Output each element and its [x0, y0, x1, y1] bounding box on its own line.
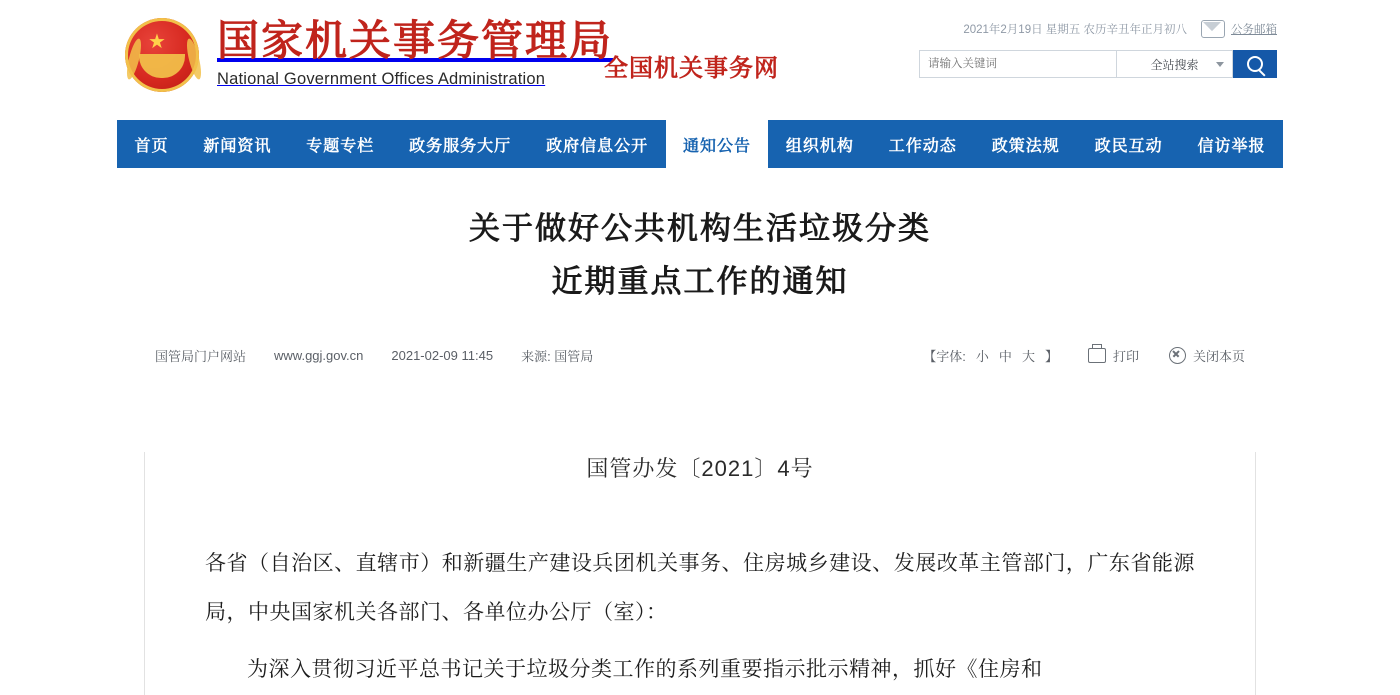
- site-search-bar: [797, 50, 1277, 80]
- article-meta-right: [923, 346, 1245, 365]
- official-mail-link[interactable]: [1201, 20, 1277, 38]
- font-size-medium-button[interactable]: 中: [998, 348, 1012, 364]
- site-title-en: National Government Offices Administration: [217, 70, 546, 88]
- nav-item-8[interactable]: 政策法规: [991, 137, 1060, 155]
- font-size-suffix: 】: [1044, 348, 1058, 364]
- font-size-small-button[interactable]: 小: [975, 348, 989, 364]
- close-page-label: 关闭本页: [1192, 348, 1245, 364]
- search-input[interactable]: [919, 50, 1117, 78]
- font-size-controls: [923, 346, 1058, 365]
- chevron-down-icon: [1216, 62, 1224, 67]
- right-gutter: [1283, 0, 1400, 695]
- font-size-large-button[interactable]: 大: [1021, 348, 1035, 364]
- article-paragraph-2: 为深入贯彻习近平总书记关于垃圾分类工作的系列重要指示批示精神，抓好《住房和: [247, 658, 1043, 681]
- header-utility-area: [797, 18, 1277, 80]
- nav-item-4[interactable]: 政府信息公开: [546, 137, 649, 155]
- article-meta-left: [155, 346, 593, 365]
- search-icon: [1247, 56, 1263, 72]
- meta-source-site: 国管局门户网站: [155, 348, 247, 364]
- page-title-line2: 近期重点工作的通知: [551, 264, 849, 299]
- meta-domain: www.ggj.gov.cn: [274, 347, 364, 363]
- search-scope-select[interactable]: [1117, 50, 1233, 78]
- nav-item-6[interactable]: 组织机构: [785, 137, 854, 155]
- nav-item-0[interactable]: 首页: [134, 137, 169, 155]
- nav-item-10[interactable]: 信访举报: [1197, 137, 1266, 155]
- nav-item-9[interactable]: 政民互动: [1094, 137, 1163, 155]
- font-size-prefix: 【字体:: [923, 348, 966, 364]
- document-number: 国管办发〔2021〕4号: [586, 456, 814, 481]
- official-mail-label: 公务邮箱: [1231, 24, 1277, 36]
- nav-item-5-active[interactable]: 通知公告: [666, 120, 769, 168]
- site-logo-link[interactable]: [217, 18, 613, 89]
- site-subtitle: 全国机关事务网: [604, 56, 779, 82]
- main-navigation: [117, 120, 1283, 168]
- article-paragraph-1: 各省（自治区、直辖市）和新疆生产建设兵团机关事务、住房城乡建设、发展改革主管部门，广东省能源局，中央国家机关各部门、各单位办公厅（室）：: [205, 552, 1195, 624]
- site-title-cn: 国家机关事务管理局: [217, 19, 614, 65]
- article-meta-bar: [155, 340, 1245, 370]
- site-content: [117, 0, 1283, 695]
- print-button[interactable]: [1088, 346, 1139, 365]
- header-dateline-row: [797, 18, 1277, 40]
- nav-item-1[interactable]: 新闻资讯: [203, 137, 272, 155]
- printer-icon: [1088, 348, 1106, 363]
- article: [117, 168, 1283, 695]
- mail-icon: [1201, 20, 1225, 38]
- search-scope-label: 全站搜索: [1150, 57, 1199, 72]
- meta-publish-time: 2021-02-09 11:45: [391, 347, 494, 363]
- nav-item-2[interactable]: 专题专栏: [306, 137, 375, 155]
- search-button[interactable]: [1233, 50, 1277, 78]
- nav-item-3[interactable]: 政务服务大厅: [409, 137, 512, 155]
- left-gutter: [0, 0, 117, 695]
- meta-source-label: 来源: 国管局: [521, 348, 594, 364]
- article-body: [144, 452, 1256, 695]
- site-header: [117, 0, 1283, 120]
- current-date-text: 2021年2月19日 星期五 农历辛丑年正月初八: [963, 24, 1187, 36]
- close-icon: [1169, 347, 1186, 364]
- nav-item-7[interactable]: 工作动态: [888, 137, 957, 155]
- close-page-button[interactable]: [1169, 346, 1245, 365]
- page-title-line1: 关于做好公共机构生活垃圾分类: [469, 211, 931, 246]
- print-label: 打印: [1112, 348, 1139, 364]
- national-emblem-icon: ★: [125, 18, 203, 96]
